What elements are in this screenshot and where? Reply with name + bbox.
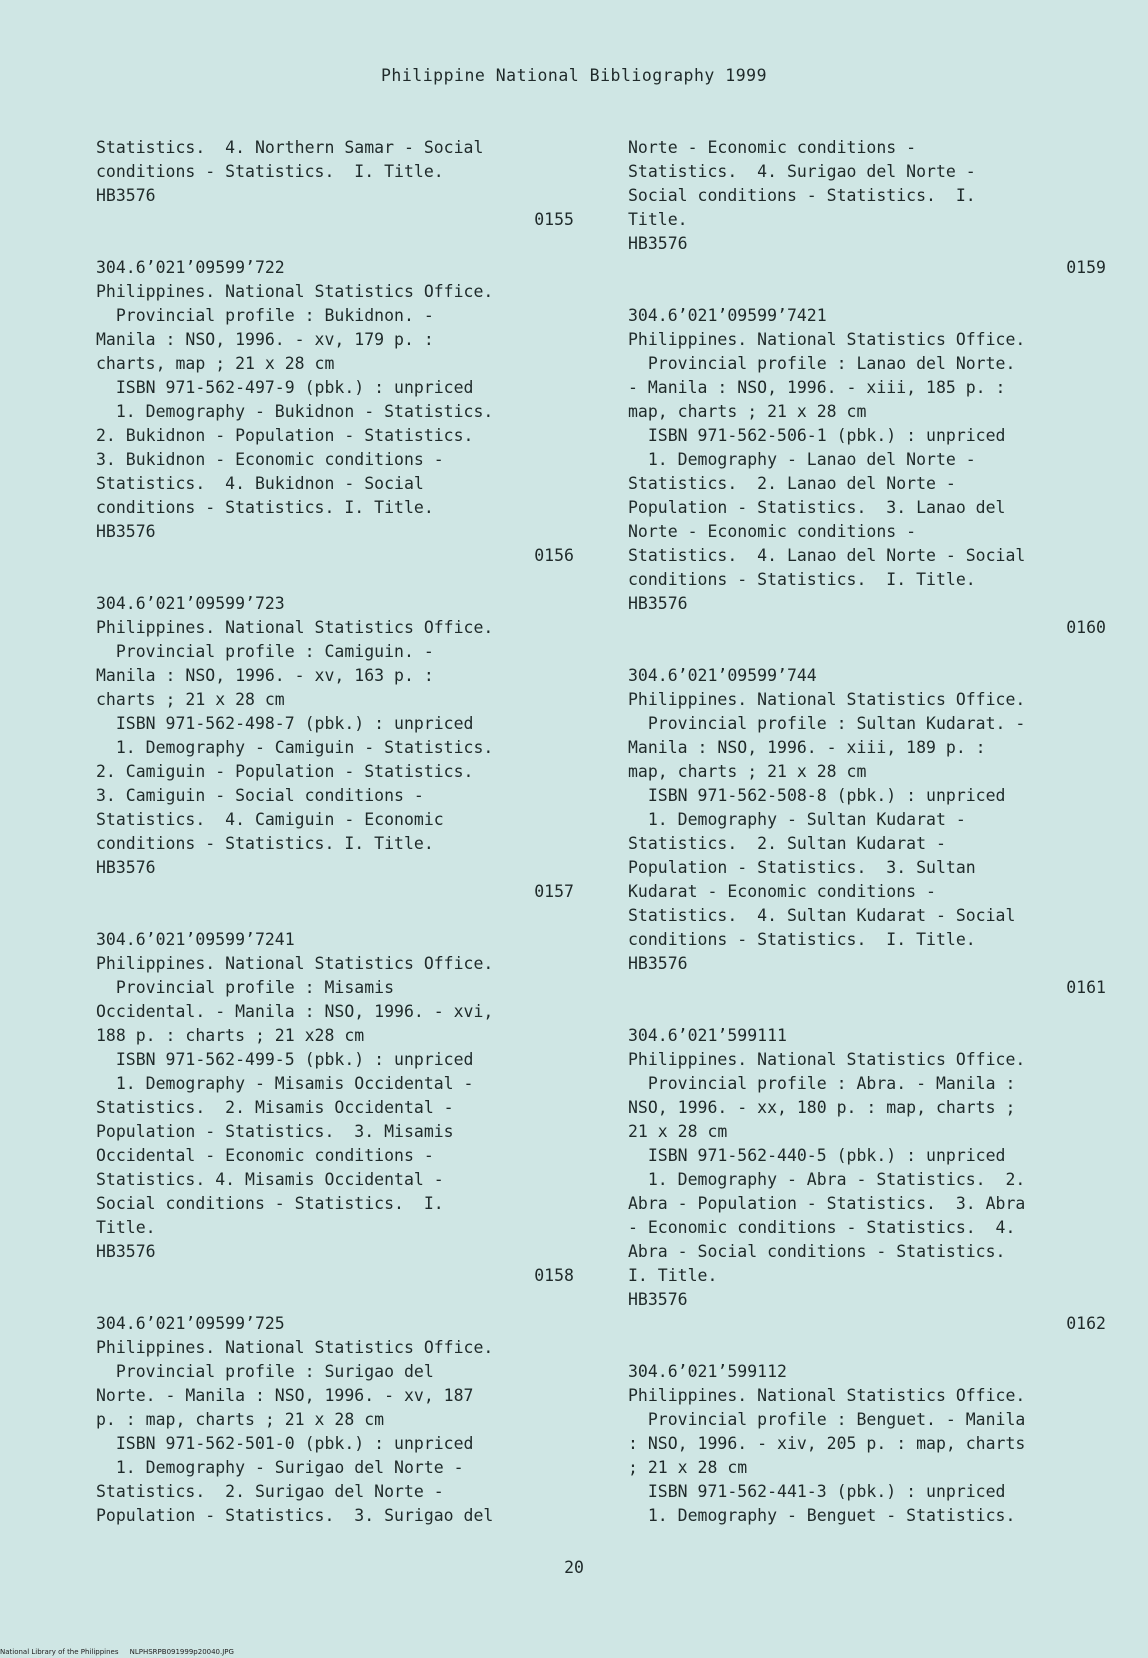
entry-line: 304.6’021’09599’723: [96, 594, 285, 613]
bibliography-entry: [628, 136, 1118, 280]
entry-number: 0162: [1066, 1314, 1106, 1333]
entry-number: 0160: [1066, 618, 1106, 637]
entry-line: Population - Statistics. 3. Sultan: [628, 858, 976, 877]
entry-line: Provincial profile : Camiguin. -: [96, 642, 434, 661]
entry-line: conditions - Statistics. I. Title.: [628, 570, 976, 589]
entry-line: charts ; 21 x 28 cm: [96, 690, 285, 709]
entry-line: Statistics. 4. Sultan Kudarat - Social: [628, 906, 1016, 925]
entry-number: 0158: [534, 1266, 574, 1285]
entry-line: Statistics. 4. Camiguin - Economic: [96, 810, 444, 829]
entry-line: Philippines. National Statistics Office.: [628, 690, 1026, 709]
entry-line: Philippines. National Statistics Office.: [96, 282, 494, 301]
entry-line: ISBN 971-562-497-9 (pbk.) : unpriced: [96, 378, 474, 397]
entry-line: Norte. - Manila : NSO, 1996. - xv, 187: [96, 1386, 474, 1405]
entry-line: Provincial profile : Surigao del: [96, 1362, 434, 1381]
entry-line: Statistics. 2. Misamis Occidental -: [96, 1098, 454, 1117]
entry-line: conditions - Statistics. I. Title.: [96, 834, 434, 853]
entry-line: Provincial profile : Bukidnon. -: [96, 306, 434, 325]
bibliography-entry: [628, 1024, 1118, 1336]
entry-line: map, charts ; 21 x 28 cm: [628, 762, 867, 781]
entry-line: Provincial profile : Abra. - Manila :: [628, 1074, 1016, 1093]
entry-line: : NSO, 1996. - xiv, 205 p. : map, charts: [628, 1434, 1026, 1453]
entry-line: Philippines. National Statistics Office.: [96, 618, 494, 637]
entry-line: 1. Demography - Benguet - Statistics.: [628, 1506, 1016, 1525]
entry-line: Statistics. 4. Northern Samar - Social: [96, 138, 484, 157]
entry-line: ISBN 971-562-441-3 (pbk.) : unpriced: [628, 1482, 1006, 1501]
entry-line: 188 p. : charts ; 21 x28 cm: [96, 1026, 365, 1045]
entry-line: Provincial profile : Lanao del Norte.: [628, 354, 1016, 373]
entry-line: Abra - Social conditions - Statistics.: [628, 1242, 1006, 1261]
page-header: Philippine National Bibliography 1999: [380, 66, 768, 85]
entry-line: Norte - Economic conditions -: [628, 138, 917, 157]
entry-line: I. Title.: [628, 1266, 718, 1285]
entry-number: 0159: [1066, 258, 1106, 277]
entry-line: ; 21 x 28 cm: [628, 1458, 748, 1477]
entry-line: 1. Demography - Surigao del Norte -: [96, 1458, 464, 1477]
entry-line: 2. Bukidnon - Population - Statistics.: [96, 426, 474, 445]
entry-line: 21 x 28 cm: [628, 1122, 728, 1141]
entry-line: 304.6’021’09599’722: [96, 258, 285, 277]
left-column: [96, 136, 586, 1552]
entry-line: HB3576: [96, 186, 156, 205]
entry-line: - Economic conditions - Statistics. 4.: [628, 1218, 1016, 1237]
right-column: [628, 136, 1118, 1552]
entry-line: NSO, 1996. - xx, 180 p. : map, charts ;: [628, 1098, 1016, 1117]
entry-line: 1. Demography - Sultan Kudarat -: [628, 810, 966, 829]
entry-line: Philippines. National Statistics Office.: [96, 954, 494, 973]
entry-line: HB3576: [96, 522, 156, 541]
entry-line: 304.6’021’09599’7421: [628, 306, 827, 325]
entry-line: Manila : NSO, 1996. - xiii, 189 p. :: [628, 738, 986, 757]
entry-line: 3. Camiguin - Social conditions -: [96, 786, 424, 805]
entry-line: Abra - Population - Statistics. 3. Abra: [628, 1194, 1026, 1213]
page-number: 20: [564, 1558, 584, 1577]
entry-line: HB3576: [628, 594, 688, 613]
entry-line: Statistics. 4. Bukidnon - Social: [96, 474, 424, 493]
entry-line: HB3576: [628, 1290, 688, 1309]
entry-line: charts, map ; 21 x 28 cm: [96, 354, 335, 373]
entry-line: conditions - Statistics. I. Title.: [96, 498, 434, 517]
entry-line: Social conditions - Statistics. I.: [96, 1194, 444, 1213]
entry-line: Population - Statistics. 3. Surigao del: [96, 1506, 494, 1525]
entry-line: 1. Demography - Camiguin - Statistics.: [96, 738, 494, 757]
entry-line: Philippines. National Statistics Office.: [628, 1386, 1026, 1405]
entry-line: 3. Bukidnon - Economic conditions -: [96, 450, 444, 469]
entry-line: Statistics. 2. Surigao del Norte -: [96, 1482, 444, 1501]
bibliography-entry: [96, 1312, 586, 1528]
entry-line: Statistics. 2. Sultan Kudarat -: [628, 834, 946, 853]
entry-line: 1. Demography - Misamis Occidental -: [96, 1074, 474, 1093]
entry-number: 0156: [534, 546, 574, 565]
entry-line: Manila : NSO, 1996. - xv, 163 p. :: [96, 666, 434, 685]
entry-line: HB3576: [628, 234, 688, 253]
entry-line: Philippines. National Statistics Office.: [628, 1050, 1026, 1069]
scan-credit: National Library of the Philippines NLPHSRPB091999p20040.JPG: [0, 1648, 234, 1656]
entry-line: 1. Demography - Abra - Statistics. 2.: [628, 1170, 1026, 1189]
entry-line: Population - Statistics. 3. Misamis: [96, 1122, 454, 1141]
entry-line: Title.: [96, 1218, 156, 1237]
entry-line: 304.6’021’599112: [628, 1362, 787, 1381]
bibliography-entry: [628, 304, 1118, 640]
entry-line: Philippines. National Statistics Office.: [96, 1338, 494, 1357]
entry-line: Statistics. 4. Surigao del Norte -: [628, 162, 976, 181]
entry-line: Statistics. 4. Lanao del Norte - Social: [628, 546, 1026, 565]
entry-line: Provincial profile : Misamis: [96, 978, 395, 997]
bibliography-entry: [96, 256, 586, 568]
entry-line: ISBN 971-562-506-1 (pbk.) : unpriced: [628, 426, 1006, 445]
entry-line: 1. Demography - Lanao del Norte -: [628, 450, 976, 469]
bibliography-entry: [96, 136, 586, 232]
entry-line: Title.: [628, 210, 688, 229]
bibliography-entry: [628, 664, 1118, 1000]
entry-line: Norte - Economic conditions -: [628, 522, 917, 541]
entry-line: Social conditions - Statistics. I.: [628, 186, 976, 205]
entry-line: Manila : NSO, 1996. - xv, 179 p. :: [96, 330, 434, 349]
bibliography-entry: [628, 1360, 1118, 1528]
entry-number: 0155: [534, 210, 574, 229]
entry-line: ISBN 971-562-440-5 (pbk.) : unpriced: [628, 1146, 1006, 1165]
entry-line: HB3576: [96, 1242, 156, 1261]
entry-line: ISBN 971-562-499-5 (pbk.) : unpriced: [96, 1050, 474, 1069]
entry-line: Kudarat - Economic conditions -: [628, 882, 936, 901]
entry-line: Occidental. - Manila : NSO, 1996. - xvi,: [96, 1002, 494, 1021]
entry-line: Statistics. 4. Misamis Occidental -: [96, 1170, 444, 1189]
entry-line: Occidental - Economic conditions -: [96, 1146, 434, 1165]
bibliography-entry: [96, 592, 586, 904]
entry-line: Population - Statistics. 3. Lanao del: [628, 498, 1006, 517]
entry-line: 304.6’021’09599’725: [96, 1314, 285, 1333]
entry-line: ISBN 971-562-508-8 (pbk.) : unpriced: [628, 786, 1006, 805]
bibliography-entry: [96, 928, 586, 1288]
entry-line: 304.6’021’09599’744: [628, 666, 817, 685]
entry-line: 1. Demography - Bukidnon - Statistics.: [96, 402, 494, 421]
entry-line: ISBN 971-562-501-0 (pbk.) : unpriced: [96, 1434, 474, 1453]
entry-line: 304.6’021’599111: [628, 1026, 787, 1045]
entry-line: map, charts ; 21 x 28 cm: [628, 402, 867, 421]
entry-line: HB3576: [96, 858, 156, 877]
entry-line: Philippines. National Statistics Office.: [628, 330, 1026, 349]
entry-line: ISBN 971-562-498-7 (pbk.) : unpriced: [96, 714, 474, 733]
entry-line: Statistics. 2. Lanao del Norte -: [628, 474, 956, 493]
entry-line: Provincial profile : Sultan Kudarat. -: [628, 714, 1026, 733]
entry-line: p. : map, charts ; 21 x 28 cm: [96, 1410, 385, 1429]
entry-line: 304.6’021’09599’7241: [96, 930, 295, 949]
entry-line: - Manila : NSO, 1996. - xiii, 185 p. :: [628, 378, 1006, 397]
entry-line: 2. Camiguin - Population - Statistics.: [96, 762, 474, 781]
entry-line: conditions - Statistics. I. Title.: [628, 930, 976, 949]
entry-line: conditions - Statistics. I. Title.: [96, 162, 444, 181]
entry-number: 0157: [534, 882, 574, 901]
entry-line: HB3576: [628, 954, 688, 973]
entry-line: Provincial profile : Benguet. - Manila: [628, 1410, 1026, 1429]
entry-number: 0161: [1066, 978, 1106, 997]
